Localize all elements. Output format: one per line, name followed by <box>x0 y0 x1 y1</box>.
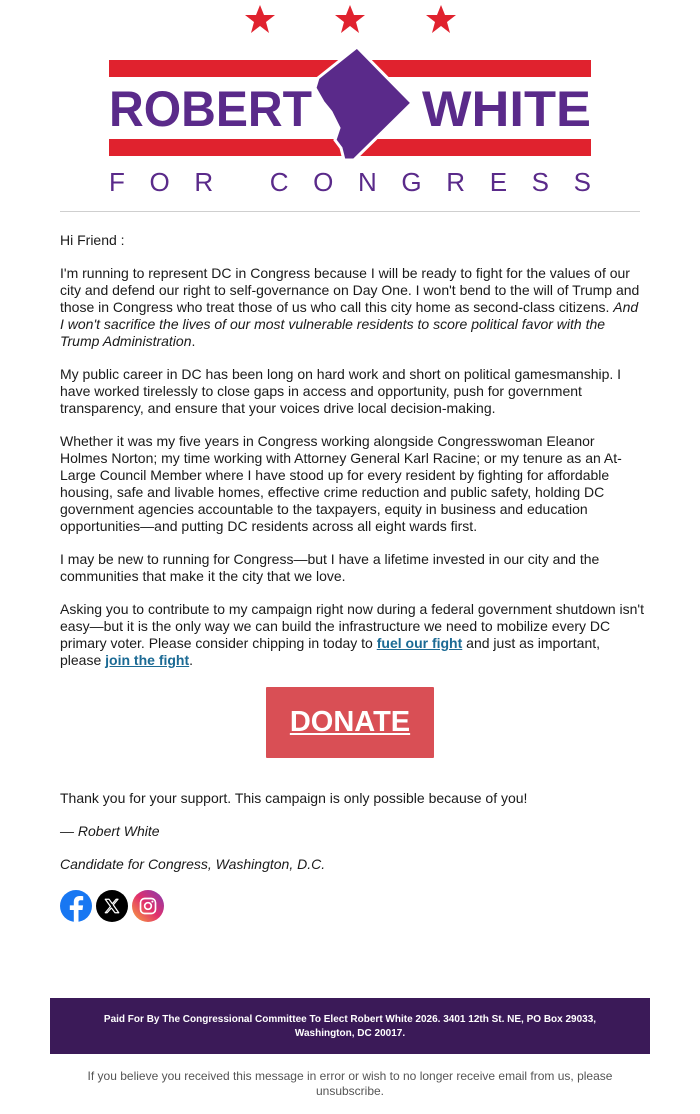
join-the-fight-link[interactable]: join the fight <box>105 652 190 668</box>
logo-tagline: FOR CONGRESS <box>109 167 591 197</box>
paragraph-4: I may be new to running for Congress—but I have a lifetime invested in our city and the communities that make it the city that we love. <box>60 551 600 584</box>
instagram-icon[interactable] <box>132 890 164 922</box>
donate-container <box>0 687 700 758</box>
logo-name-last: WHITE <box>422 81 591 137</box>
greeting: Hi Friend : <box>60 232 125 248</box>
paragraph-5: Asking you to contribute to my campaign right now during a federal government shutdown isn't easy—but it is the only way we can build the infrastructure we need to mobilize every DC primary voter. Please consider chipping in today to fuel our fight and just as important, please join the fight. <box>60 601 644 668</box>
paid-for-footer <box>50 998 650 1054</box>
facebook-icon[interactable] <box>60 890 92 922</box>
logo-name-first: ROBERT <box>109 81 312 137</box>
header-divider <box>60 211 640 212</box>
email-body <box>60 232 645 685</box>
campaign-logo <box>109 0 591 200</box>
paragraph-3: Whether it was my five years in Congress working alongside Congresswoman Eleanor Holmes Norton; my time working with Attorney General Karl Racine; or my tenure as an At-Large Council Member where I have stood up for every resident by fighting for affordable housing, safe and livable homes, effective crime reduction and public safety, holding DC government agencies accountable to the taxpayers, equity in business and education opportunities—and putting DC residents across all eight wards first. <box>60 433 622 534</box>
fuel-our-fight-link[interactable]: fuel our fight <box>376 635 463 651</box>
x-icon[interactable] <box>96 890 128 922</box>
closing <box>60 790 645 889</box>
donate-button[interactable]: DONATE <box>266 687 434 758</box>
thanks-text: Thank you for your support. This campaign is only possible because of you! <box>60 790 528 806</box>
unsubscribe-notice[interactable]: If you believe you received this message in error or wish to no longer receive email from us, please unsubscribe. <box>87 1069 613 1098</box>
paid-for-text: Paid For By The Congressional Committee To Elect Robert White 2026. 3401 12th St. NE, PO Box 29033, Washington, DC 20017. <box>103 1014 597 1039</box>
paragraph-2: My public career in DC has been long on hard work and short on political gamesmanship. I have worked tirelessly to close gaps in access and opportunity, push for government transparency, and ensure that your voices drive local decision-making. <box>60 366 622 416</box>
paragraph-1: I'm running to represent DC in Congress because I will be ready to fight for the values of our city and defend our right to self-governance on Day One. I won't bend to the will of Trump and those in Congress who treat those of us who call this city home as second-class citizens. And I won't sacrifice the lives of our most vulnerable residents to score political favor with the Trump Administration. <box>60 265 640 349</box>
logo-stars <box>245 5 456 33</box>
candidate-title: Candidate for Congress, Washington, D.C. <box>60 856 326 872</box>
signature: — Robert White <box>60 823 160 839</box>
social-links <box>60 890 164 922</box>
